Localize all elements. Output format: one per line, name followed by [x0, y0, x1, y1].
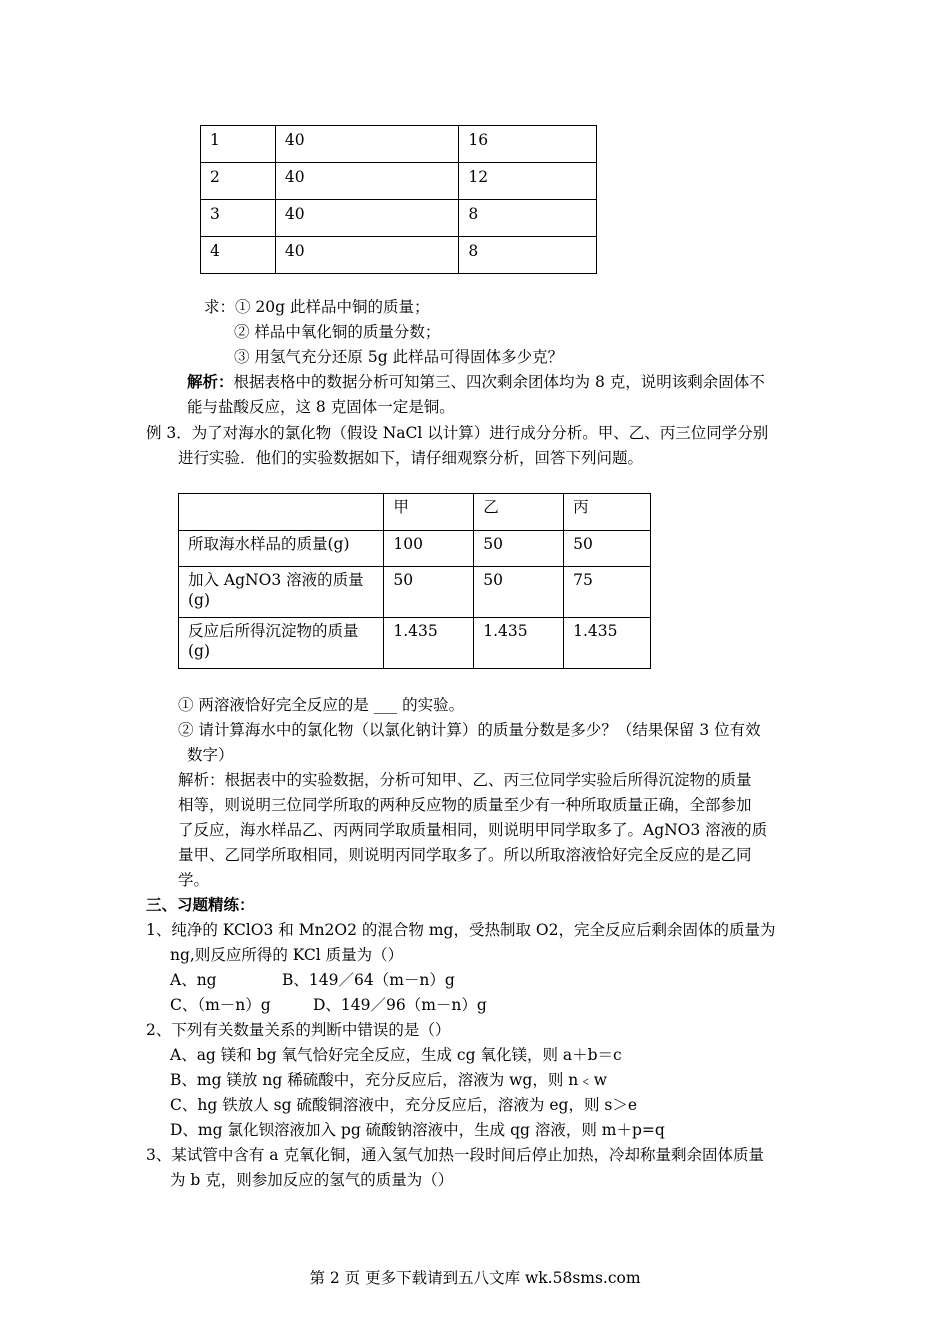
table-cell: 1.435: [384, 618, 474, 669]
problem-2-stem: 2、下列有关数量关系的判断中错误的是（）: [146, 1021, 451, 1039]
problem-1-line-1: 1、纯净的 KClO3 和 Mn2O2 的混合物 mg，受热制取 O2，完全反应后剩余固体的质量为: [146, 921, 776, 939]
table-cell: 40: [275, 200, 459, 237]
row-label-line-1: 反应后所得沉淀物的质量: [188, 622, 359, 640]
table-cell: 40: [275, 163, 459, 200]
analysis-line-2: 能与盐酸反应，这 8 克固体一定是铜。: [187, 398, 455, 416]
ex3-q1-before: ① 两溶液恰好完全反应的是: [178, 696, 369, 714]
section-3-title: 三、习题精练：: [146, 895, 255, 914]
table-cell: 50: [384, 567, 474, 618]
problem-2-option-c: C、hg 铁放人 sg 硫酸铜溶液中，充分反应后，溶液为 eg，则 s＞e: [170, 1096, 637, 1114]
table-row: [179, 567, 651, 618]
table-cell: 8: [459, 237, 597, 274]
ex3-analysis-line-5: 学。: [178, 871, 210, 889]
table-row: [179, 618, 651, 669]
example-3-line-2: 进行实验．他们的实验数据如下，请仔细观察分析，回答下列问题。: [178, 449, 644, 467]
ex3-analysis-line-1: 解析：根据表中的实验数据，分析可知甲、乙、丙三位同学实验后所得沉淀物的质量: [178, 771, 752, 789]
question-3: ③ 用氢气充分还原 5g 此样品可得固体多少克？: [234, 348, 564, 366]
table-cell: 12: [459, 163, 597, 200]
ex3-question-2-line-1: ② 请计算海水中的氯化物（以氯化钠计算）的质量分数是多少？（结果保留 3 位有效: [178, 721, 761, 739]
row-label-line-1: 加入 AgNO3 溶液的质量: [188, 571, 364, 589]
table-cell: 50: [474, 531, 564, 567]
table-cell: 1: [201, 126, 276, 163]
table-header-cell: [179, 494, 384, 531]
table-cell: 100: [384, 531, 474, 567]
table-row: [201, 200, 597, 237]
table-cell: 8: [459, 200, 597, 237]
page-footer: 第 2 页 更多下载请到五八文库 wk.58sms.com: [309, 1269, 641, 1287]
table-header-cell: 甲: [384, 494, 474, 531]
problem-1-option-d: D、149／96（m－n）g: [313, 996, 487, 1014]
table-header-cell: 乙: [474, 494, 564, 531]
analysis-text: 根据表格中的数据分析可知第三、四次剩余团体均为 8 克，说明该剩余固体不: [233, 373, 765, 391]
table-cell: 1.435: [474, 618, 564, 669]
table-cell: 75: [564, 567, 651, 618]
row-label-line-2: (g): [188, 591, 211, 609]
question-2: ② 样品中氧化铜的质量分数；: [234, 323, 441, 341]
row-label-cell: [179, 531, 384, 567]
ex3-question-2-line-2: 数字）: [187, 746, 234, 764]
answer-blank: ___: [373, 696, 398, 714]
row-label-cell: [179, 567, 384, 618]
ex3-question-1: [178, 695, 464, 715]
problem-3-line-2: 为 b 克，则参加反应的氢气的质量为（）: [170, 1171, 454, 1189]
question-1: 求：① 20g 此样品中铜的质量；: [204, 298, 430, 316]
ex3-q1-after: 的实验。: [402, 696, 465, 714]
problem-2-option-a: A、ag 镁和 bg 氧气恰好完全反应，生成 cg 氧化镁，则 a＋b＝c: [170, 1046, 622, 1064]
problem-1-option-a: A、ng: [170, 971, 217, 989]
problem-1-option-b: B、149／64（m－n）g: [282, 971, 455, 989]
problem-2-option-d: D、mg 氯化钡溶液加入 pg 硫酸钠溶液中，生成 qg 溶液，则 m＋p=q: [170, 1121, 665, 1139]
problem-3-line-1: 3、某试管中含有 a 克氧化铜，通入氢气加热一段时间后停止加热，冷却称量剩余固体质量: [146, 1146, 764, 1164]
table-row: [179, 531, 651, 567]
problem-1-line-2: ng,则反应所得的 KCl 质量为（）: [170, 946, 404, 964]
ex3-analysis-line-2: 相等，则说明三位同学所取的两种反应物的质量至少有一种所取质量正确，全部参加: [178, 796, 752, 814]
table-header-row: [179, 494, 651, 531]
table-row: [201, 237, 597, 274]
table-cell: 16: [459, 126, 597, 163]
analysis-label: 解析：: [187, 372, 234, 391]
table-cell: 3: [201, 200, 276, 237]
data-table-2: [178, 493, 651, 669]
table-cell: 40: [275, 237, 459, 274]
table-row: [201, 163, 597, 200]
row-label-cell: [179, 618, 384, 669]
analysis-line-1: [187, 372, 765, 392]
problem-1-option-c: C、（m－n）g: [170, 996, 271, 1014]
table-cell: 40: [275, 126, 459, 163]
table-cell: 50: [564, 531, 651, 567]
table-cell: 4: [201, 237, 276, 274]
table-cell: 2: [201, 163, 276, 200]
table-cell: 1.435: [564, 618, 651, 669]
problem-2-option-b: B、mg 镁放 ng 稀硫酸中，充分反应后，溶液为 wg，则 n﹤w: [170, 1071, 607, 1089]
ex3-analysis-line-4: 量甲、乙同学所取相同，则说明丙同学取多了。所以所取溶液恰好完全反应的是乙同: [178, 846, 752, 864]
ex3-analysis-line-3: 了反应，海水样品乙、丙两同学取质量相同，则说明甲同学取多了。AgNO3 溶液的质: [178, 821, 768, 839]
row-label-line-2: (g): [188, 642, 211, 660]
table-row: [201, 126, 597, 163]
table-cell: 50: [474, 567, 564, 618]
example-3-line-1: 例 3．为了对海水的氯化物（假设 NaCl 以计算）进行成分分析。甲、乙、丙三位同学分别: [146, 424, 769, 442]
table-header-cell: 丙: [564, 494, 651, 531]
data-table-1: [200, 125, 597, 274]
row-label-line-1: 所取海水样品的质量(g): [188, 535, 350, 553]
